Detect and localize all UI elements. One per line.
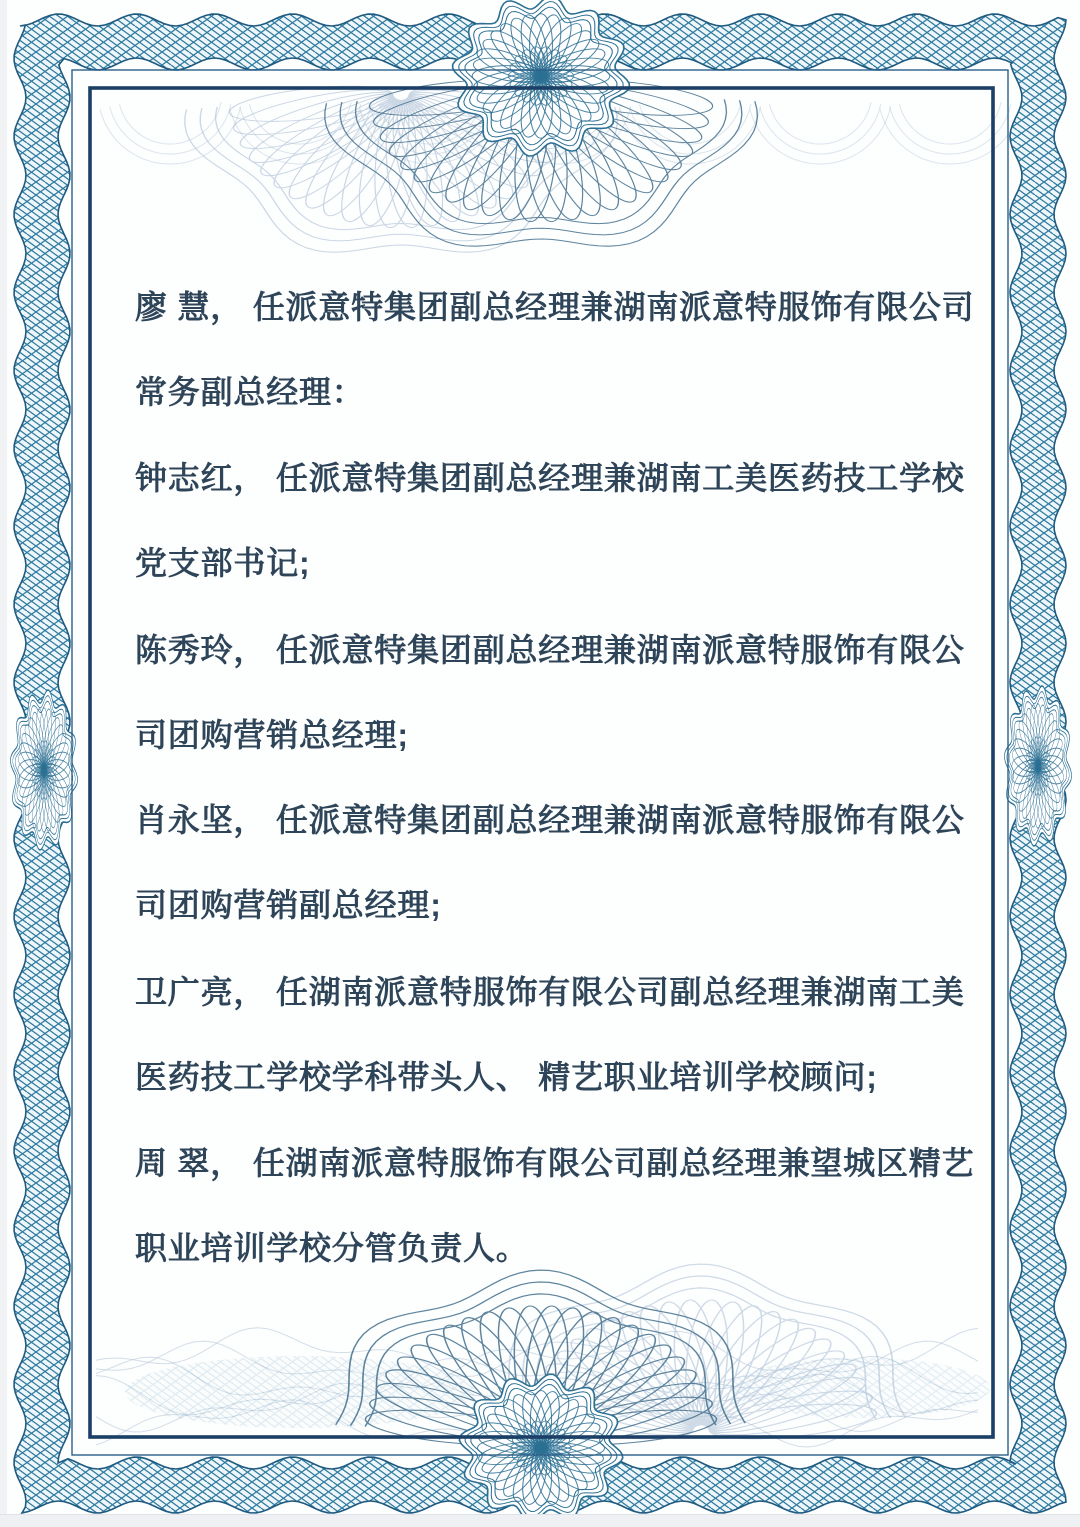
appointment-detail: 党支部书记; [135, 545, 311, 581]
text-line [135, 287, 974, 327]
text-line [135, 543, 310, 583]
text-line [135, 630, 965, 670]
appointment-detail: 任派意特集团副总经理兼湖南工美医药技工学校 [266, 460, 965, 496]
appointment-detail: 职业培训学校分管负责人。 [135, 1230, 529, 1266]
appointment-detail: 任派意特集团副总经理兼湖南派意特服饰有限公 [266, 632, 965, 668]
appointment-detail: 任派意特集团副总经理兼湖南派意特服饰有限公司 [243, 289, 975, 325]
appointment-detail: 司团购营销总经理; [135, 717, 409, 753]
text-line [135, 372, 365, 412]
person-name: 廖 慧， [135, 289, 244, 325]
person-name: 周 翠， [135, 1145, 244, 1181]
appointment-detail: 司团购营销副总经理; [135, 887, 442, 923]
text-line [135, 972, 965, 1012]
person-name: 卫广亮， [135, 974, 267, 1010]
text-line [135, 800, 965, 840]
text-line [135, 715, 409, 755]
person-name: 肖永坚， [135, 802, 267, 838]
text-line [135, 1057, 878, 1097]
appointment-detail: 任派意特集团副总经理兼湖南派意特服饰有限公 [266, 802, 965, 838]
text-line [135, 458, 965, 498]
text-line [135, 885, 442, 925]
appointment-detail: 任湖南派意特服饰有限公司副总经理兼湖南工美 [266, 974, 965, 1010]
text-line [135, 1228, 529, 1268]
photo-edge-bottom [0, 1514, 1080, 1527]
person-name: 陈秀玲， [135, 632, 267, 668]
appointment-detail: 常务副总经理： [135, 374, 365, 410]
appointment-detail: 医药技工学校学科带头人、 精艺职业培训学校顾问; [135, 1059, 878, 1095]
text-line [135, 1143, 974, 1183]
appointment-detail: 任湖南派意特服饰有限公司副总经理兼望城区精艺 [243, 1145, 975, 1181]
person-name: 钟志红， [135, 460, 267, 496]
